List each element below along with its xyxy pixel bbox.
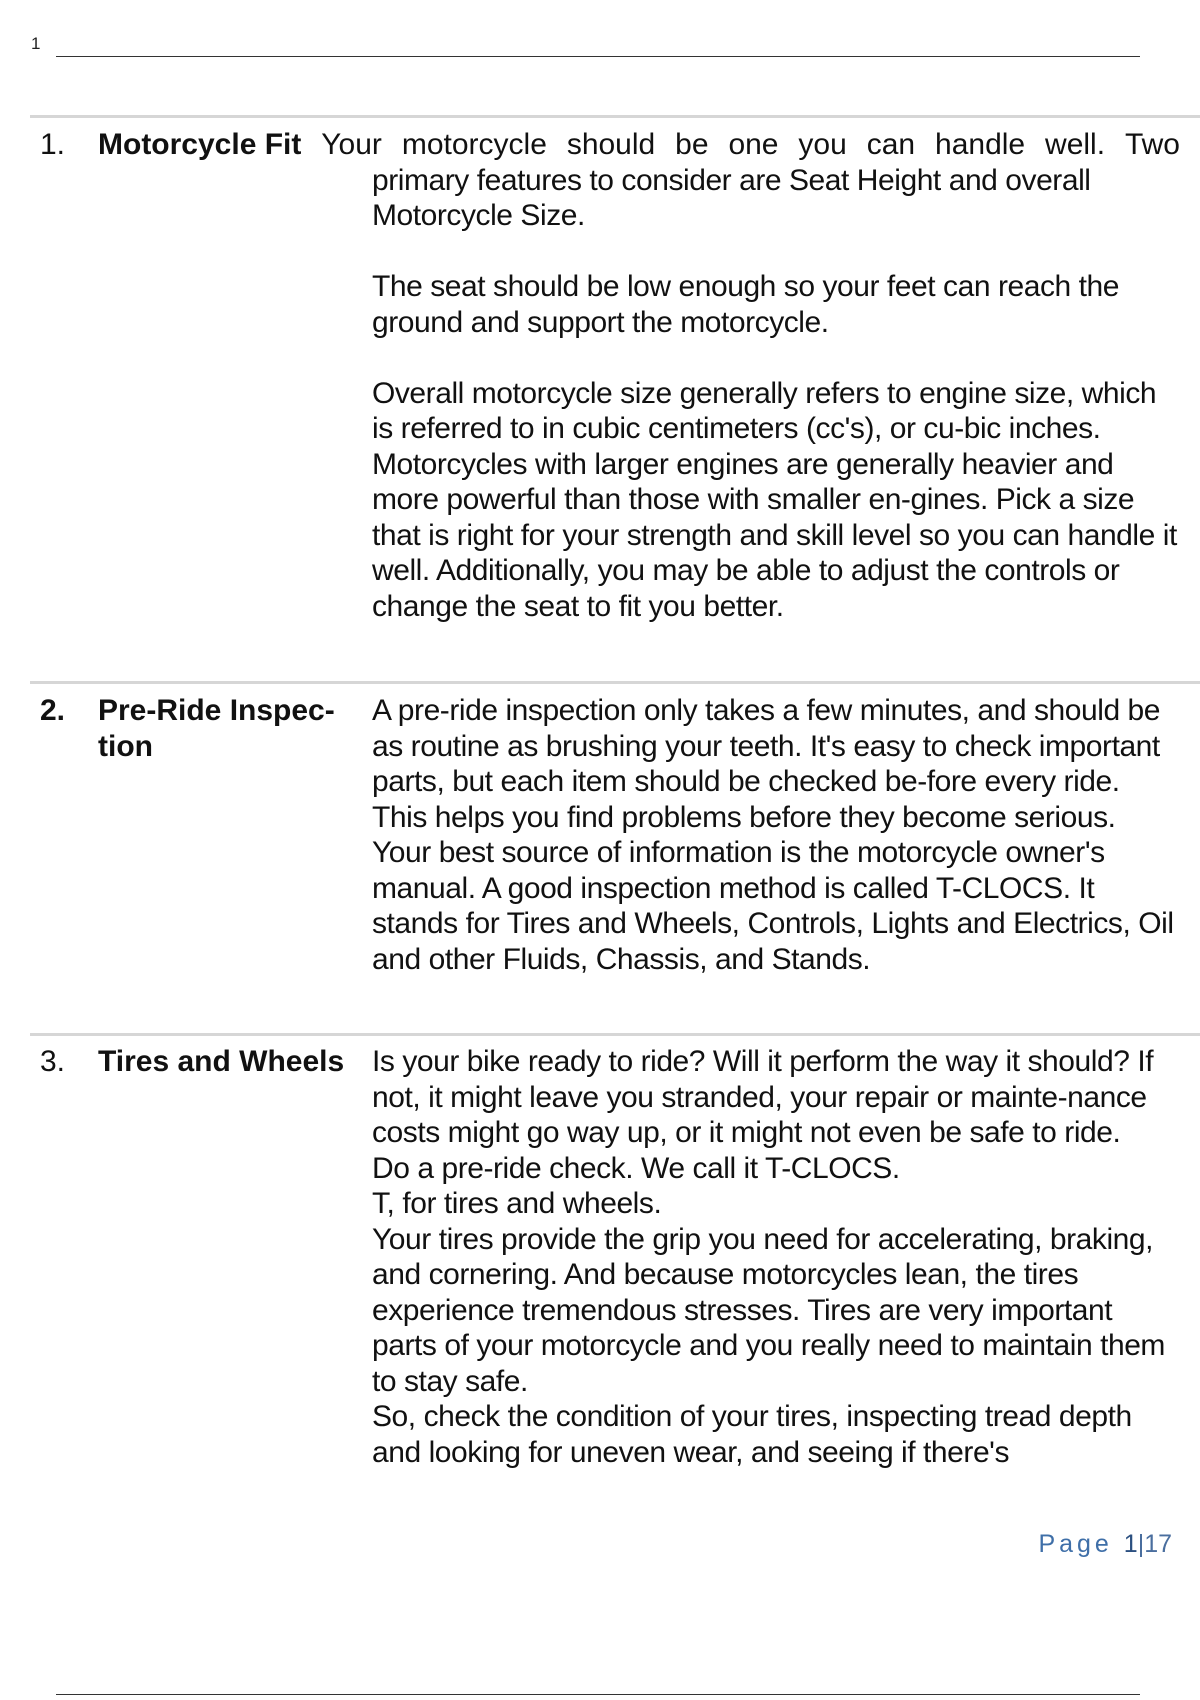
item-body — [372, 693, 1180, 977]
item-term: Motorcycle Fit — [98, 128, 302, 161]
item-body — [372, 163, 1180, 625]
paragraph: A pre-ride inspection only takes a few minutes, and should be as routine as brushing your teeth. It's easy to check important parts, but each item should be checked be-fore every ride. This helps you find problems before they become serious. Your best source of information is the motorcycle owner's manual. A good inspection method is called T-CLOCS. It stands for Tires and Wheels, Controls, Lights and Electrics, Oil and other Fluids, Chassis, and Stands. — [372, 694, 1174, 976]
lead-word: should — [566, 128, 656, 161]
paragraph: T, for tires and wheels. — [372, 1187, 662, 1220]
paragraph: primary features to consider are Seat Height and overall Motorcycle Size. — [372, 163, 1091, 232]
lead-word: you — [798, 128, 847, 161]
lead-word: can — [866, 128, 916, 161]
item-separator — [30, 681, 1200, 684]
footer-rule — [56, 1694, 1140, 1695]
total-pages: 17 — [1144, 1530, 1172, 1558]
paragraph: Your tires provide the grip you need for accelerating, braking, and cornering. And because motorcycles lean, the tires experience tremendous stresses. Tires are very important parts of your motorcycle and you really need to maintain them to stay safe. — [372, 1222, 1165, 1398]
page-number-footer — [1038, 1530, 1172, 1559]
lead-word: Your — [321, 128, 382, 161]
item-term-continued: tion — [98, 729, 153, 763]
item-separator — [30, 115, 1200, 118]
lead-word: handle — [935, 128, 1026, 161]
lead-word: one — [728, 128, 779, 161]
paragraph: The seat should be low enough so your feet can reach the ground and support the motorcycle. — [372, 270, 1119, 339]
item-term: Pre-Ride Inspec- — [98, 694, 335, 727]
paragraph: Is your bike ready to ride? Will it perform the way it should? If not, it might leave you stranded, your repair or mainte-nance costs might go way up, or it might not even be safe to ride. — [372, 1045, 1154, 1149]
item-term: Tires and Wheels — [98, 1045, 345, 1078]
lead-word: motorcycle — [401, 128, 547, 161]
item-separator — [30, 1033, 1200, 1036]
page-word: Page — [1038, 1530, 1113, 1558]
header-rule — [56, 56, 1140, 57]
page-separator: | — [1137, 1530, 1145, 1558]
item-number: 2. — [40, 694, 66, 727]
paragraph: So, check the condition of your tires, inspecting tread depth and looking for uneven wear, and seeing if there's — [372, 1400, 1132, 1469]
paragraph: Overall motorcycle size generally refers to engine size, which is referred to in cubic centimeters (cc's), or cu-bic inches. Motorcycles with larger engines are generally heavier and more powerful than those with smaller en-gines. Pick a size that is right for your strength and skill level so you can handle it well. Additionally, you may be able to adjust the controls or change the seat to fit you better. — [372, 376, 1177, 623]
header-page-number: 1 — [31, 34, 41, 53]
paragraph: Do a pre-ride check. We call it T-CLOCS. — [372, 1151, 900, 1185]
lead-word: well. — [1045, 128, 1106, 161]
item-first-line — [98, 127, 1180, 163]
item-body — [372, 1044, 1180, 1470]
lead-word: Two — [1124, 128, 1180, 161]
lead-word: be — [675, 128, 709, 161]
current-page: 1 — [1123, 1530, 1138, 1558]
item-number: 3. — [40, 1045, 66, 1078]
item-number: 1. — [40, 128, 66, 161]
